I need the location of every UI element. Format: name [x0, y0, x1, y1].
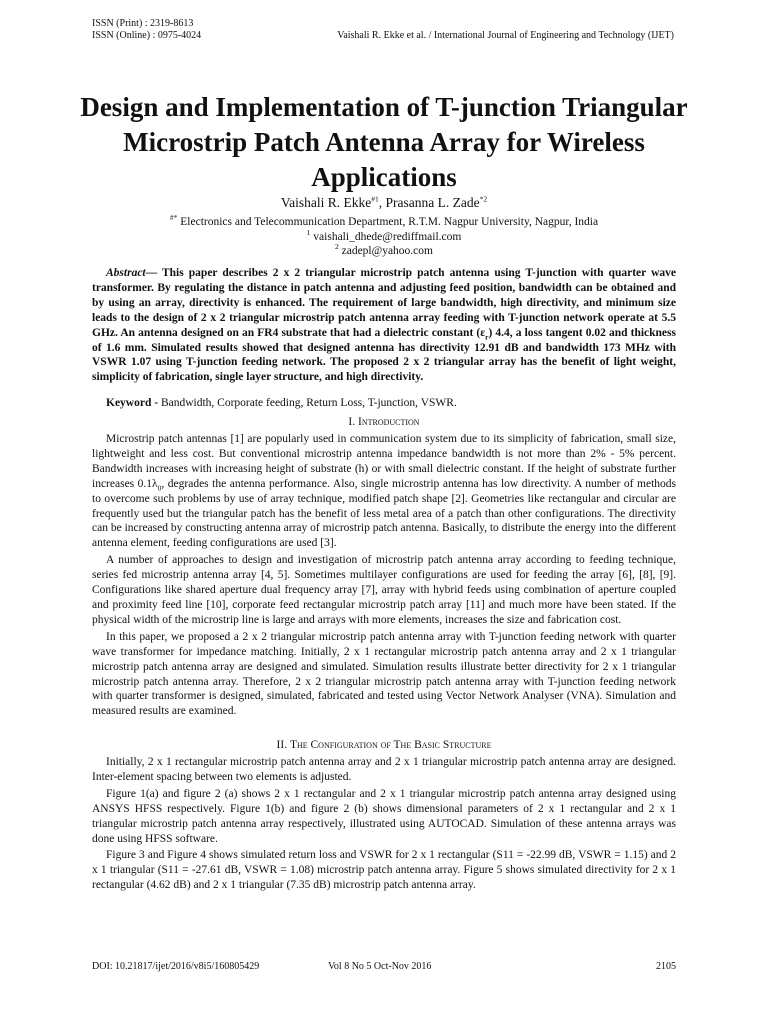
abstract — [92, 266, 676, 385]
config-paragraph-3: Figure 3 and Figure 4 shows simulated return loss and VSWR for 2 x 1 rectangular (S11 = -22.99 dB, VSWR = 1.15) and 2 x 1 triangular (S11 = -27.61 dB, VSWR = 1.08) microstrip patch antenna array. Figure 5 shows simulated directivity for 2 x 1 rectangular (4.62 dB) and 2 x 1 triangular (7.35 dB) microstrip patch antenna array. — [92, 849, 676, 892]
section-heading-configuration — [92, 738, 676, 752]
affiliation-text: Electronics and Telecommunication Department, R.T.M. Nagpur University, Nagpur, India — [177, 216, 599, 228]
email-1-mark: 1 — [306, 228, 311, 238]
author-1-mark: #1 — [371, 194, 379, 204]
email-2-text: zadepl@yahoo.com — [338, 245, 433, 257]
paper-title: Design and Implementation of T-junction Triangular Microstrip Patch Antenna Array for Wireless Applications — [80, 92, 688, 192]
config-paragraph-1: Initially, 2 x 1 rectangular microstrip patch antenna array and 2 x 1 triangular microstrip patch antenna array are designed. Inter-element spacing between two elements is adjusted. — [92, 756, 676, 783]
email-1 — [60, 230, 708, 244]
section-2-title: The Configuration of The Basic Structure — [289, 739, 492, 751]
intro-p1-text-b: , degrades the antenna performance. Also, single microstrip antenna has low directivity. A number of methods to overcome such problems by use of array technique, modified patch shape [2]. Geometries like rectangular and circular are frequently used but the triangular patch has the benefit of less metal area of a patch than other configurations. The directivity can be increased by constructing antenna array of microstrip patch antenna. Basically, to distribute the energy into the different antenna element, feeding configurations are used [3]. — [92, 477, 676, 550]
footer-doi: DOI: 10.21817/ijet/2016/v8i5/160805429 — [92, 961, 260, 972]
abstract-subscript: r — [485, 331, 489, 341]
intro-paragraph-3: In this paper, we proposed a 2 x 2 triangular microstrip patch antenna array with T-junction feeding network with quarter wave transformer for impedance matching. Initially, 2 x 1 rectangular microstrip patch antenna array and 2 x 1 triangular microstrip patch antenna array are designed and simulated. Simulation results illustrate better directivity for 2 x 1 triangular microstrip patch antenna array. Therefore, 2 x 2 triangular microstrip patch antenna array with T-junction feeding network with quarter transformer is designed, simulated, fabricated and tested using Vector Network Analyser (VNA). Simulation and measured results are examined. — [92, 630, 676, 718]
footer-volume: Vol 8 No 5 Oct-Nov 2016 — [328, 961, 432, 972]
section-2-number: II. — [276, 739, 290, 751]
intro-paragraph-1 — [92, 432, 676, 551]
author-separator: , — [378, 195, 386, 210]
keywords-text: Bandwidth, Corporate feeding, Return Loss, T-junction, VSWR. — [160, 397, 457, 409]
journal-running-header: Vaishali R. Ekke et al. / International Journal of Engineering and Technology (IJET) — [337, 30, 674, 41]
author-1: Vaishali R. Ekke — [280, 195, 372, 210]
keywords-label: Keyword - — [106, 397, 161, 409]
section-1-title: Introduction — [357, 416, 420, 428]
abstract-dash: — — [145, 267, 162, 279]
affiliation-mark: #* — [169, 213, 178, 223]
section-1-number: I. — [348, 416, 358, 428]
config-paragraph-2: Figure 1(a) and figure 2 (a) shows 2 x 1 rectangular and 2 x 1 triangular microstrip patch antenna array designed using ANSYS HFSS respectively. Figure 1(b) and figure 2 (b) shows dimensional parameters of 2 x 1 rectangular and 2 x 1 triangular microstrip patch antenna array respectively, illustrated using AUTOCAD. Simulation of these antenna arrays was done using HFSS software. — [92, 787, 676, 845]
intro-p1-subscript: 0 — [157, 483, 162, 493]
abstract-text-2: ) 4.4, a loss tangent 0.02 and thickness of 1.6 mm. Simulated results showed that designed antenna has directivity 12.91 dB and bandwidth 173 MHz with VSWR 1.07 using T-junction feeding network. The proposed 2 x 2 triangular array has the benefit of light weight, simplicity of fabrication, single layer structure, and high directivity. — [92, 326, 676, 384]
author-line — [60, 194, 708, 211]
introduction-body — [92, 432, 676, 719]
configuration-body — [92, 755, 676, 893]
section-heading-introduction — [92, 415, 676, 429]
email-2 — [60, 244, 708, 258]
author-2: Prasanna L. Zade — [385, 195, 480, 210]
issn-print: ISSN (Print) : 2319-8613 — [92, 18, 194, 29]
email-1-text: vaishali_dhede@rediffmail.com — [310, 231, 462, 243]
abstract-label: Abstract — [106, 267, 146, 279]
abstract-text-1: This paper describes 2 x 2 triangular microstrip patch antenna using T-junction with quarter wave transformer. By regulating the distance in patch antenna and adjusting feed position, bandwidth can be obtained and by using an array, directivity is enhanced. The requirement of large bandwidth, high directivity, and minimum size leads to the design of 2 x 2 triangular microstrip patch antenna array feeding with T-junction network operate at 5.5 GHz. An antenna designed on an FR4 substrate that had a dielectric constant (ε — [92, 267, 676, 339]
keywords — [92, 396, 676, 411]
author-2-mark: *2 — [479, 194, 488, 204]
affiliation — [60, 215, 708, 229]
intro-p1-text-a: Microstrip patch antennas [1] are popularly used in communication system due to its simplicity of fabrication, small size, lightweight and less cost. But conventional microstrip antenna impedance bandwidth is not more than 2% - 5% percent. Bandwidth increases with increasing height of substrate (h) or with small dielectric constant. If the height of substrate further increases 0.1λ — [92, 433, 676, 490]
issn-online: ISSN (Online) : 0975-4024 — [92, 30, 202, 41]
footer-page-number: 2105 — [656, 961, 676, 972]
email-2-mark: 2 — [334, 242, 339, 252]
intro-paragraph-2: A number of approaches to design and investigation of microstrip patch antenna array according to feeding technique, series fed microstrip antenna array [4, 5]. Sometimes multilayer configurations are used for feeding the array [6], [8], [9]. Configurations like shared aperture dual frequency array [7], array with hybrid feeds using combination of aperture coupled and proximity feed line [10], corporate feed rectangular microstrip patch array [11] and much more have been stated. If the physical width of the microstrip line is large and arrays with more elements, increases the size and fabrication cost. — [92, 554, 676, 626]
